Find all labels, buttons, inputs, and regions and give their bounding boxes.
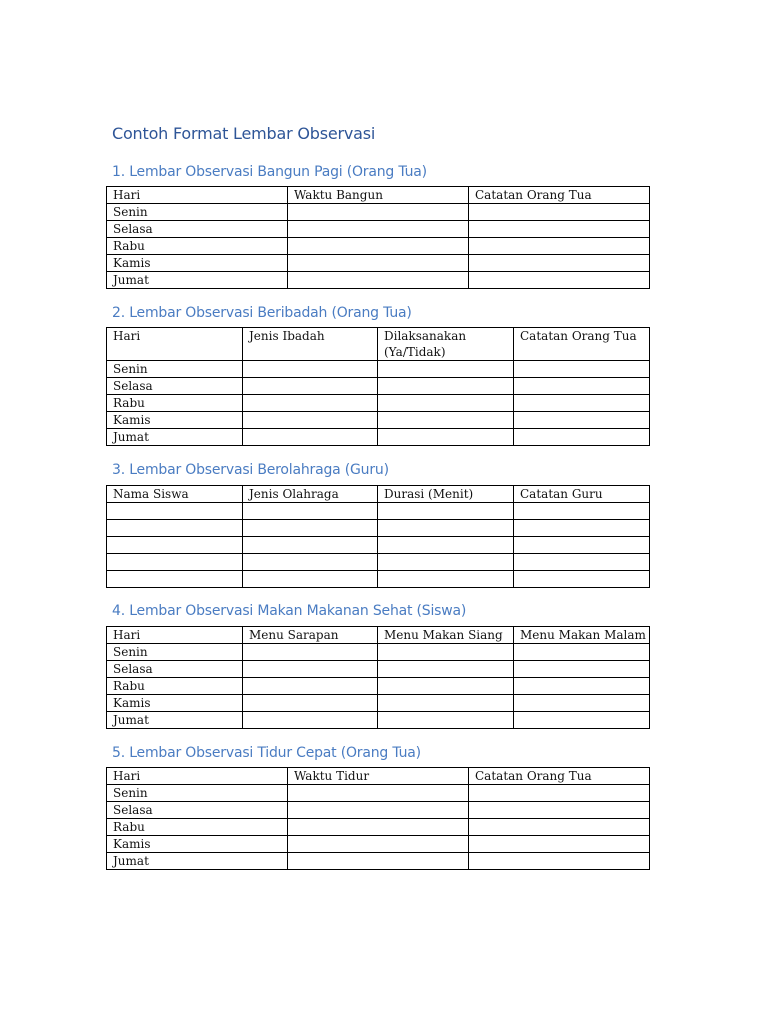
entry-cell[interactable] xyxy=(243,712,378,729)
entry-cell[interactable] xyxy=(243,361,378,378)
table-row xyxy=(107,712,650,729)
row-label-cell: Senin xyxy=(107,361,243,378)
row-label-cell: Rabu xyxy=(107,238,288,255)
row-label-cell xyxy=(107,503,243,520)
entry-cell[interactable] xyxy=(514,520,650,537)
section-4-heading: 4. Lembar Observasi Makan Makanan Sehat (Siswa) xyxy=(112,603,467,619)
column-header: Waktu Tidur xyxy=(288,768,469,785)
column-header: Hari xyxy=(107,768,288,785)
table-row xyxy=(107,644,650,661)
table-body xyxy=(107,486,650,588)
column-header: Catatan Orang Tua xyxy=(469,187,650,204)
entry-cell[interactable] xyxy=(514,429,650,446)
entry-cell[interactable] xyxy=(514,661,650,678)
entry-cell[interactable] xyxy=(514,395,650,412)
entry-cell[interactable] xyxy=(378,678,514,695)
entry-cell[interactable] xyxy=(469,785,650,802)
column-header: Hari xyxy=(107,627,243,644)
table-row xyxy=(107,378,650,395)
row-label-cell: Jumat xyxy=(107,853,288,870)
entry-cell[interactable] xyxy=(378,520,514,537)
entry-cell[interactable] xyxy=(378,712,514,729)
row-label-cell: Jumat xyxy=(107,712,243,729)
document-title: Contoh Format Lembar Observasi xyxy=(112,124,376,143)
entry-cell[interactable] xyxy=(378,554,514,571)
entry-cell[interactable] xyxy=(243,571,378,588)
column-header: Jenis Olahraga xyxy=(243,486,378,503)
entry-cell[interactable] xyxy=(243,537,378,554)
column-header: Menu Makan Siang xyxy=(378,627,514,644)
row-label-cell xyxy=(107,554,243,571)
section-1-heading: 1. Lembar Observasi Bangun Pagi (Orang Tua) xyxy=(112,164,427,180)
section-2-heading: 2. Lembar Observasi Beribadah (Orang Tua) xyxy=(112,305,412,321)
entry-cell[interactable] xyxy=(243,395,378,412)
column-header: Waktu Bangun xyxy=(288,187,469,204)
column-header: Menu Sarapan xyxy=(243,627,378,644)
entry-cell[interactable] xyxy=(378,395,514,412)
column-header: Menu Makan Malam xyxy=(514,627,650,644)
entry-cell[interactable] xyxy=(243,678,378,695)
table-row xyxy=(107,695,650,712)
entry-cell[interactable] xyxy=(378,412,514,429)
entry-cell[interactable] xyxy=(288,272,469,289)
table-row xyxy=(107,361,650,378)
row-label-cell: Selasa xyxy=(107,661,243,678)
table-body xyxy=(107,187,650,289)
section-3-heading: 3. Lembar Observasi Berolahraga (Guru) xyxy=(112,462,389,478)
entry-cell[interactable] xyxy=(469,836,650,853)
table-row xyxy=(107,520,650,537)
entry-cell[interactable] xyxy=(288,221,469,238)
row-label-cell: Selasa xyxy=(107,221,288,238)
entry-cell[interactable] xyxy=(514,678,650,695)
entry-cell[interactable] xyxy=(514,412,650,429)
row-label-cell: Rabu xyxy=(107,678,243,695)
row-label-cell xyxy=(107,571,243,588)
entry-cell[interactable] xyxy=(514,378,650,395)
table-body xyxy=(107,328,650,446)
column-header: Durasi (Menit) xyxy=(378,486,514,503)
column-header: Dilaksanakan (Ya/Tidak) xyxy=(378,328,514,361)
table-header-row xyxy=(107,187,650,204)
entry-cell[interactable] xyxy=(243,554,378,571)
table-row xyxy=(107,429,650,446)
table-row xyxy=(107,554,650,571)
row-label-cell: Selasa xyxy=(107,378,243,395)
entry-cell[interactable] xyxy=(378,378,514,395)
column-header: Catatan Orang Tua xyxy=(469,768,650,785)
table-row xyxy=(107,853,650,870)
entry-cell[interactable] xyxy=(469,255,650,272)
row-label-cell: Jumat xyxy=(107,272,288,289)
table-body xyxy=(107,627,650,729)
table-row xyxy=(107,221,650,238)
entry-cell[interactable] xyxy=(469,272,650,289)
column-header: Catatan Orang Tua xyxy=(514,328,650,361)
row-label-cell: Kamis xyxy=(107,412,243,429)
entry-cell[interactable] xyxy=(243,661,378,678)
section-1-table xyxy=(106,186,650,289)
entry-cell[interactable] xyxy=(288,785,469,802)
table-row xyxy=(107,661,650,678)
entry-cell[interactable] xyxy=(288,836,469,853)
entry-cell[interactable] xyxy=(378,571,514,588)
table-row xyxy=(107,412,650,429)
table-header-row xyxy=(107,486,650,503)
entry-cell[interactable] xyxy=(514,503,650,520)
entry-cell[interactable] xyxy=(378,661,514,678)
table-row xyxy=(107,272,650,289)
entry-cell[interactable] xyxy=(514,554,650,571)
entry-cell[interactable] xyxy=(514,644,650,661)
entry-cell[interactable] xyxy=(469,819,650,836)
table-row xyxy=(107,785,650,802)
row-label-cell: Rabu xyxy=(107,395,243,412)
table-row xyxy=(107,802,650,819)
entry-cell[interactable] xyxy=(514,361,650,378)
row-label-cell: Jumat xyxy=(107,429,243,446)
row-label-cell: Kamis xyxy=(107,255,288,272)
entry-cell[interactable] xyxy=(288,255,469,272)
entry-cell[interactable] xyxy=(288,802,469,819)
entry-cell[interactable] xyxy=(469,204,650,221)
entry-cell[interactable] xyxy=(288,853,469,870)
entry-cell[interactable] xyxy=(378,695,514,712)
entry-cell[interactable] xyxy=(288,238,469,255)
entry-cell[interactable] xyxy=(514,571,650,588)
entry-cell[interactable] xyxy=(243,429,378,446)
column-header: Hari xyxy=(107,328,243,361)
entry-cell[interactable] xyxy=(288,819,469,836)
column-header: Nama Siswa xyxy=(107,486,243,503)
section-3-table xyxy=(106,485,650,588)
entry-cell[interactable] xyxy=(469,238,650,255)
entry-cell[interactable] xyxy=(243,644,378,661)
entry-cell[interactable] xyxy=(243,378,378,395)
column-header: Hari xyxy=(107,187,288,204)
entry-cell[interactable] xyxy=(469,802,650,819)
entry-cell[interactable] xyxy=(378,361,514,378)
column-header: Jenis Ibadah xyxy=(243,328,378,361)
row-label-cell: Kamis xyxy=(107,695,243,712)
entry-cell[interactable] xyxy=(243,412,378,429)
table-row xyxy=(107,836,650,853)
table-row xyxy=(107,678,650,695)
row-label-cell: Senin xyxy=(107,785,288,802)
entry-cell[interactable] xyxy=(243,520,378,537)
entry-cell[interactable] xyxy=(514,712,650,729)
row-label-cell: Senin xyxy=(107,204,288,221)
column-header: Catatan Guru xyxy=(514,486,650,503)
row-label-cell: Kamis xyxy=(107,836,288,853)
table-row xyxy=(107,503,650,520)
table-row xyxy=(107,255,650,272)
table-header-row xyxy=(107,768,650,785)
table-row xyxy=(107,395,650,412)
section-5-heading: 5. Lembar Observasi Tidur Cepat (Orang Tua) xyxy=(112,745,421,761)
entry-cell[interactable] xyxy=(378,537,514,554)
table-row xyxy=(107,238,650,255)
entry-cell[interactable] xyxy=(469,221,650,238)
table-row xyxy=(107,204,650,221)
table-row xyxy=(107,537,650,554)
entry-cell[interactable] xyxy=(378,429,514,446)
table-row xyxy=(107,819,650,836)
row-label-cell xyxy=(107,520,243,537)
section-4-table xyxy=(106,626,650,729)
entry-cell[interactable] xyxy=(378,503,514,520)
section-5-table xyxy=(106,767,650,870)
entry-cell[interactable] xyxy=(378,644,514,661)
entry-cell[interactable] xyxy=(243,695,378,712)
row-label-cell: Senin xyxy=(107,644,243,661)
entry-cell[interactable] xyxy=(469,853,650,870)
entry-cell[interactable] xyxy=(514,537,650,554)
table-header-row xyxy=(107,328,650,361)
table-body xyxy=(107,768,650,870)
table-header-row xyxy=(107,627,650,644)
row-label-cell: Selasa xyxy=(107,802,288,819)
row-label-cell xyxy=(107,537,243,554)
section-2-table xyxy=(106,327,650,446)
table-row xyxy=(107,571,650,588)
entry-cell[interactable] xyxy=(514,695,650,712)
entry-cell[interactable] xyxy=(288,204,469,221)
row-label-cell: Rabu xyxy=(107,819,288,836)
entry-cell[interactable] xyxy=(243,503,378,520)
